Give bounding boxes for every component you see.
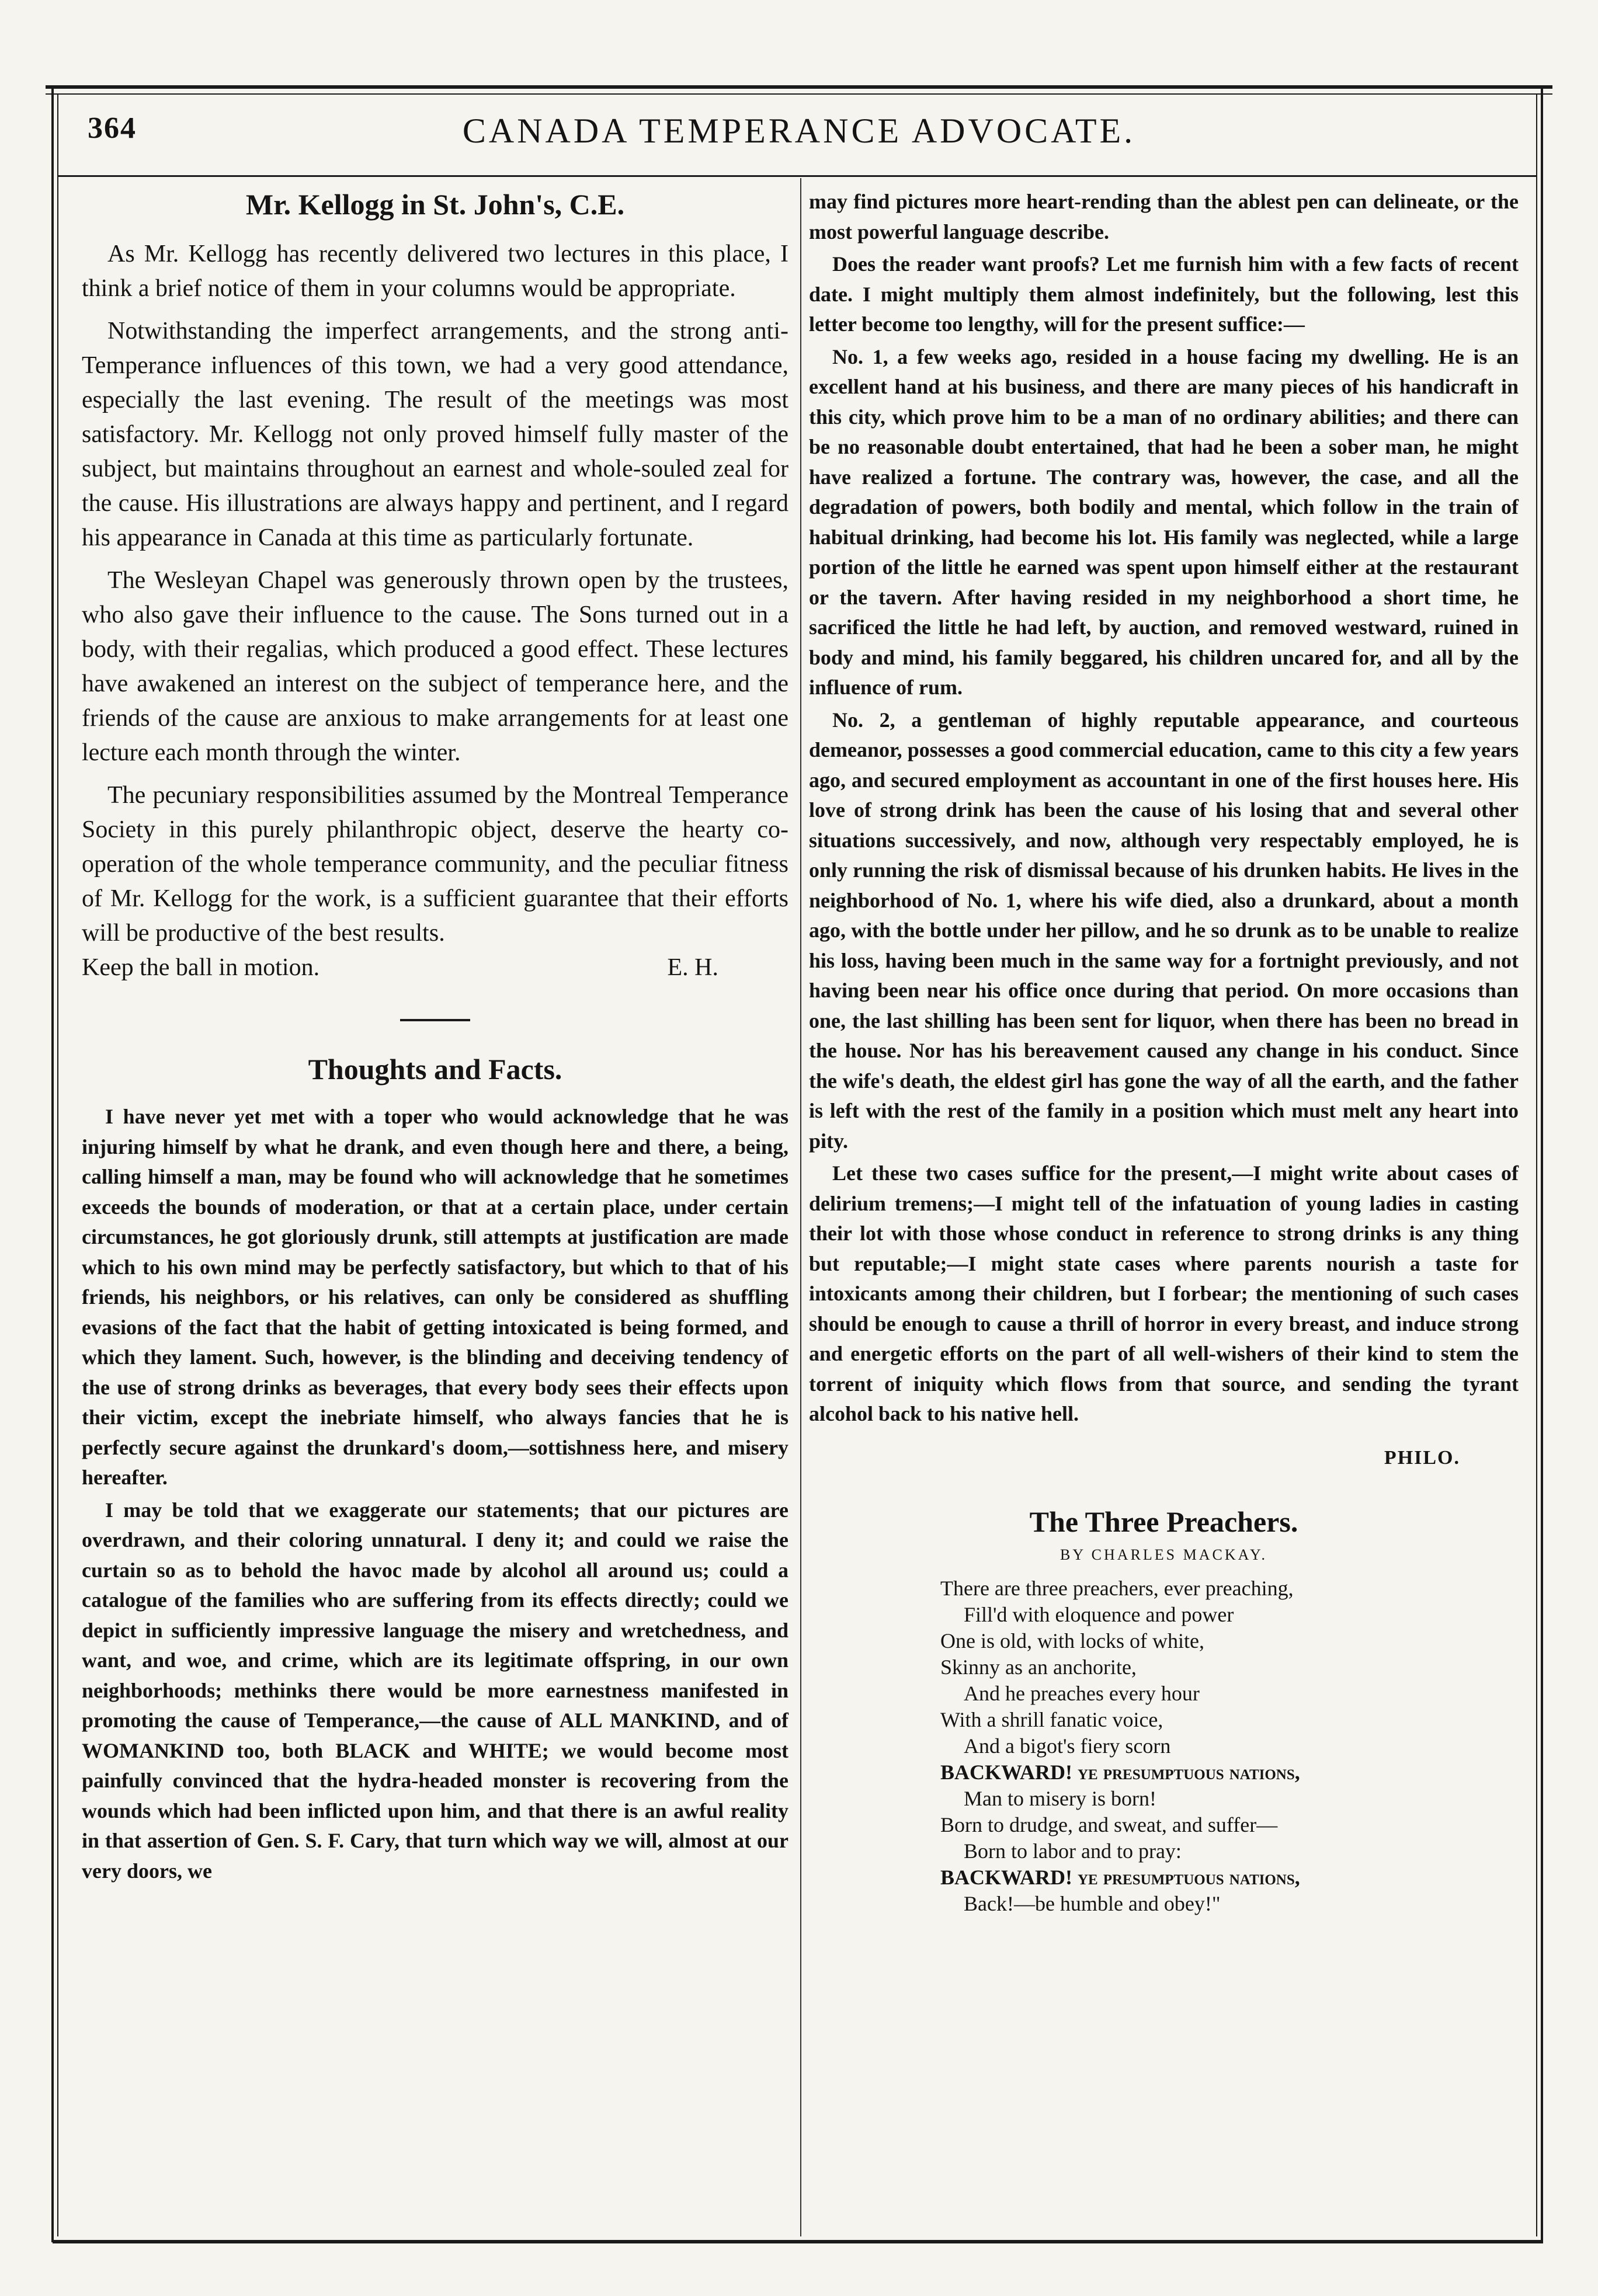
paragraph: may find pictures more heart-rending than the ablest pen can delineate, or the most powerful language describe. [809, 190, 1519, 243]
poem-line: There are three preachers, ever preaching, [940, 1576, 1294, 1600]
closing-text: Keep the ball in motion. [82, 954, 320, 981]
top-border-inner [46, 93, 1552, 95]
paragraph: No. 2, a gentleman of highly reputable appearance, and courteous demeanor, possesses a good commercial education, came to this city a few years ago, and secured employment as accountant in one of the first houses here. His love of strong drink has been the cause of his losing that and several other situations successively, and now, although very respectably employed, he is only running the risk of dismissal because of his drunken habits. He lives in the neighborhood of No. 1, where his wife died, also a drunkard, about a month ago, with the bottle under her pillow, and he so drunk as to be unable to realize his loss, having been much in the same way for a fortnight previously, and not having been near his office once during that period. On more occasions than one, the last shilling has been sent for liquor, when there has been no bread in the house. Nor has his bereavement caused any change in his conduct. Since the wife's death, the eldest girl has gone the way of all the earth, and the father is left with the rest of the family in a position which must melt any heart into pity. [809, 708, 1519, 1153]
paragraph: Does the reader want proofs? Let me furnish him with a few facts of recent date. I might multiply them almost indefinitely, but the following, lest this letter become too lengthy, will for the present suffice:— [809, 252, 1519, 336]
paragraph: I may be told that we exaggerate our statements; that our pictures are overdrawn, and their coloring unnatural. I deny it; and could we raise the curtain so as to behold the havoc made by alcohol all around us; could a catalogue of the families who are suffering from its effects directly; could we depict in sufficiently impressive language the misery and wretchedness, and want, and woe, and crime, which are its legitimate offspring, in our own neighborhoods; methinks there would be more earnestness manifested in promoting the cause of Temperance,—the cause of ALL MANKIND, and of WOMANKIND too, both BLACK and WHITE; we would become most painfully convinced that the hydra-headed monster is recovering from the wounds which had been inflicted upon him, and that there is an awful reality in that assertion of Gen. S. F. Cary, that turn which way we will, almost at our very doors, we [82, 1498, 788, 1883]
left-border-inner [57, 93, 58, 2236]
left-column [82, 187, 788, 1886]
section-rule [400, 1019, 470, 1021]
poem-line: BACKWARD! ye presumptuous nations, [940, 1760, 1300, 1784]
bottom-border [53, 2240, 1543, 2243]
poem-line: Fill'd with eloquence and power [964, 1602, 1234, 1626]
paragraph: Notwithstanding the imperfect arrangements, and the strong anti-Temperance influences of this town, we had a very good attendance, especially the last evening. The result of the meetings was most satisfactory. Mr. Kellogg not only proved himself fully master of the subject, but maintains throughout an earnest and whole-souled zeal for the cause. His illustrations are always happy and pertinent, and I regard his appearance in Canada at this time as particularly fortunate. [82, 318, 788, 551]
left-border [51, 88, 54, 2242]
right-border-inner [1536, 93, 1537, 2236]
poem-line: And a bigot's fiery scorn [964, 1734, 1171, 1758]
article-body-thoughts [82, 1102, 788, 1886]
paragraph: The pecuniary responsibilities assumed by the Montreal Temperance Society in this purely philanthropic object, deserve the hearty co-operation of the whole temperance community, and the peculiar fitness of Mr. Kellogg for the work, is a sufficient guarantee that their efforts will be productive of the best results. [82, 782, 788, 947]
article-title-kellogg: Mr. Kellogg in St. John's, C.E. [245, 188, 625, 221]
closing-line [82, 951, 788, 985]
poem-byline: BY CHARLES MACKAY. [1060, 1546, 1267, 1563]
poem-line: One is old, with locks of white, [940, 1629, 1204, 1653]
signature-eh: E. H. [667, 954, 718, 981]
poem-line: And he preaches every hour [964, 1681, 1200, 1705]
article-body-kellogg [82, 237, 788, 985]
poem-title: The Three Preachers. [1029, 1505, 1298, 1538]
article-title-thoughts: Thoughts and Facts. [308, 1053, 562, 1086]
paragraph: No. 1, a few weeks ago, resided in a house facing my dwelling. He is an excellent hand at his business, and there are many pieces of his handicraft in this city, which prove him to be a man of no ordinary abilities; and there can be no reasonable doubt entertained, that had he been a sober man, he might have realized a fortune. The contrary was, however, the case, and all the degradation of powers, both bodily and mental, which follow in the train of habitual drinking, had become his lot. His family was neglected, while a large portion of the little he earned was spent upon himself either at the restaurant or the tavern. After having resided in my neighborhood a short time, he sacrificed the little he had left, by auction, and removed westward, ruined in body and mind, his family beggared, his children uncared for, and all by the influence of rum. [809, 345, 1519, 699]
right-border [1541, 88, 1543, 2242]
poem [940, 1575, 1519, 1917]
poem-line: Born to labor and to pray: [964, 1839, 1182, 1863]
column-divider [800, 178, 801, 2236]
page-number: 364 [88, 112, 137, 145]
poem-line: Born to drudge, and sweat, and suffer— [940, 1813, 1278, 1836]
poem-line: Back!—be humble and obey!" [964, 1891, 1221, 1915]
poem-line: With a shrill fanatic voice, [940, 1707, 1163, 1731]
paragraph: Let these two cases suffice for the present,—I might write about cases of delirium tremens;—I might tell of the infatuation of young ladies in casting their lot with those whose conduct in reference to strong drinks is any thing but reputable;—I might state cases where parents nourish a taste for intoxicants among their children, but I forbear; the mentioning of such cases should be enough to cause a thrill of horror in every breast, and induce strong and energetic efforts on the part of all well-wishers of their kind to stem the torrent of iniquity which flows from that source, and sending the tyrant alcohol back to his native hell. [809, 1161, 1519, 1425]
paragraph: I have never yet met with a toper who would acknowledge that he was injuring himself by what he drank, and even though here and there, a being, calling himself a man, may be found who will acknowledge that he sometimes exceeds the bounds of moderation, or that at a certain place, under certain circumstances, he got gloriously drunk, still attempts at justification are made which to his own mind may be perfectly satisfactory, but which to that of his friends, his neighbors, or his relatives, can only be considered as shuffling evasions of the fact that the habit of getting intoxicated is being formed, and which they lament. Such, however, is the blinding and deceiving tendency of the use of strong drinks as beverages, that every body sees their effects upon their victim, except the inebriate himself, who always fancies that he is perfectly secure against the drunkard's doom,—sottishness here, and misery hereafter. [82, 1105, 788, 1489]
header-rule [58, 175, 1537, 177]
poem-line: Skinny as an anchorite, [940, 1655, 1137, 1679]
paragraph: As Mr. Kellogg has recently delivered two lectures in this place, I think a brief notice of them in your columns would be appropriate. [82, 241, 788, 302]
paragraph: The Wesleyan Chapel was generously thrown open by the trustees, who also gave their influence to the cause. The Sons turned out in a body, with their regalias, which produced a good effect. These lectures have awakened an interest on the subject of temperance here, and the friends of the cause are anxious to make arrangements for at least one lecture each month through the winter. [82, 567, 788, 766]
top-border [46, 85, 1552, 89]
article-body-continued [809, 187, 1519, 1429]
signature-philo: PHILO. [1384, 1446, 1460, 1469]
right-column [809, 187, 1519, 1917]
poem-line: BACKWARD! ye presumptuous nations, [940, 1865, 1300, 1889]
poem-line: Man to misery is born! [964, 1786, 1156, 1810]
journal-title: CANADA TEMPERANCE ADVOCATE. [462, 112, 1136, 150]
